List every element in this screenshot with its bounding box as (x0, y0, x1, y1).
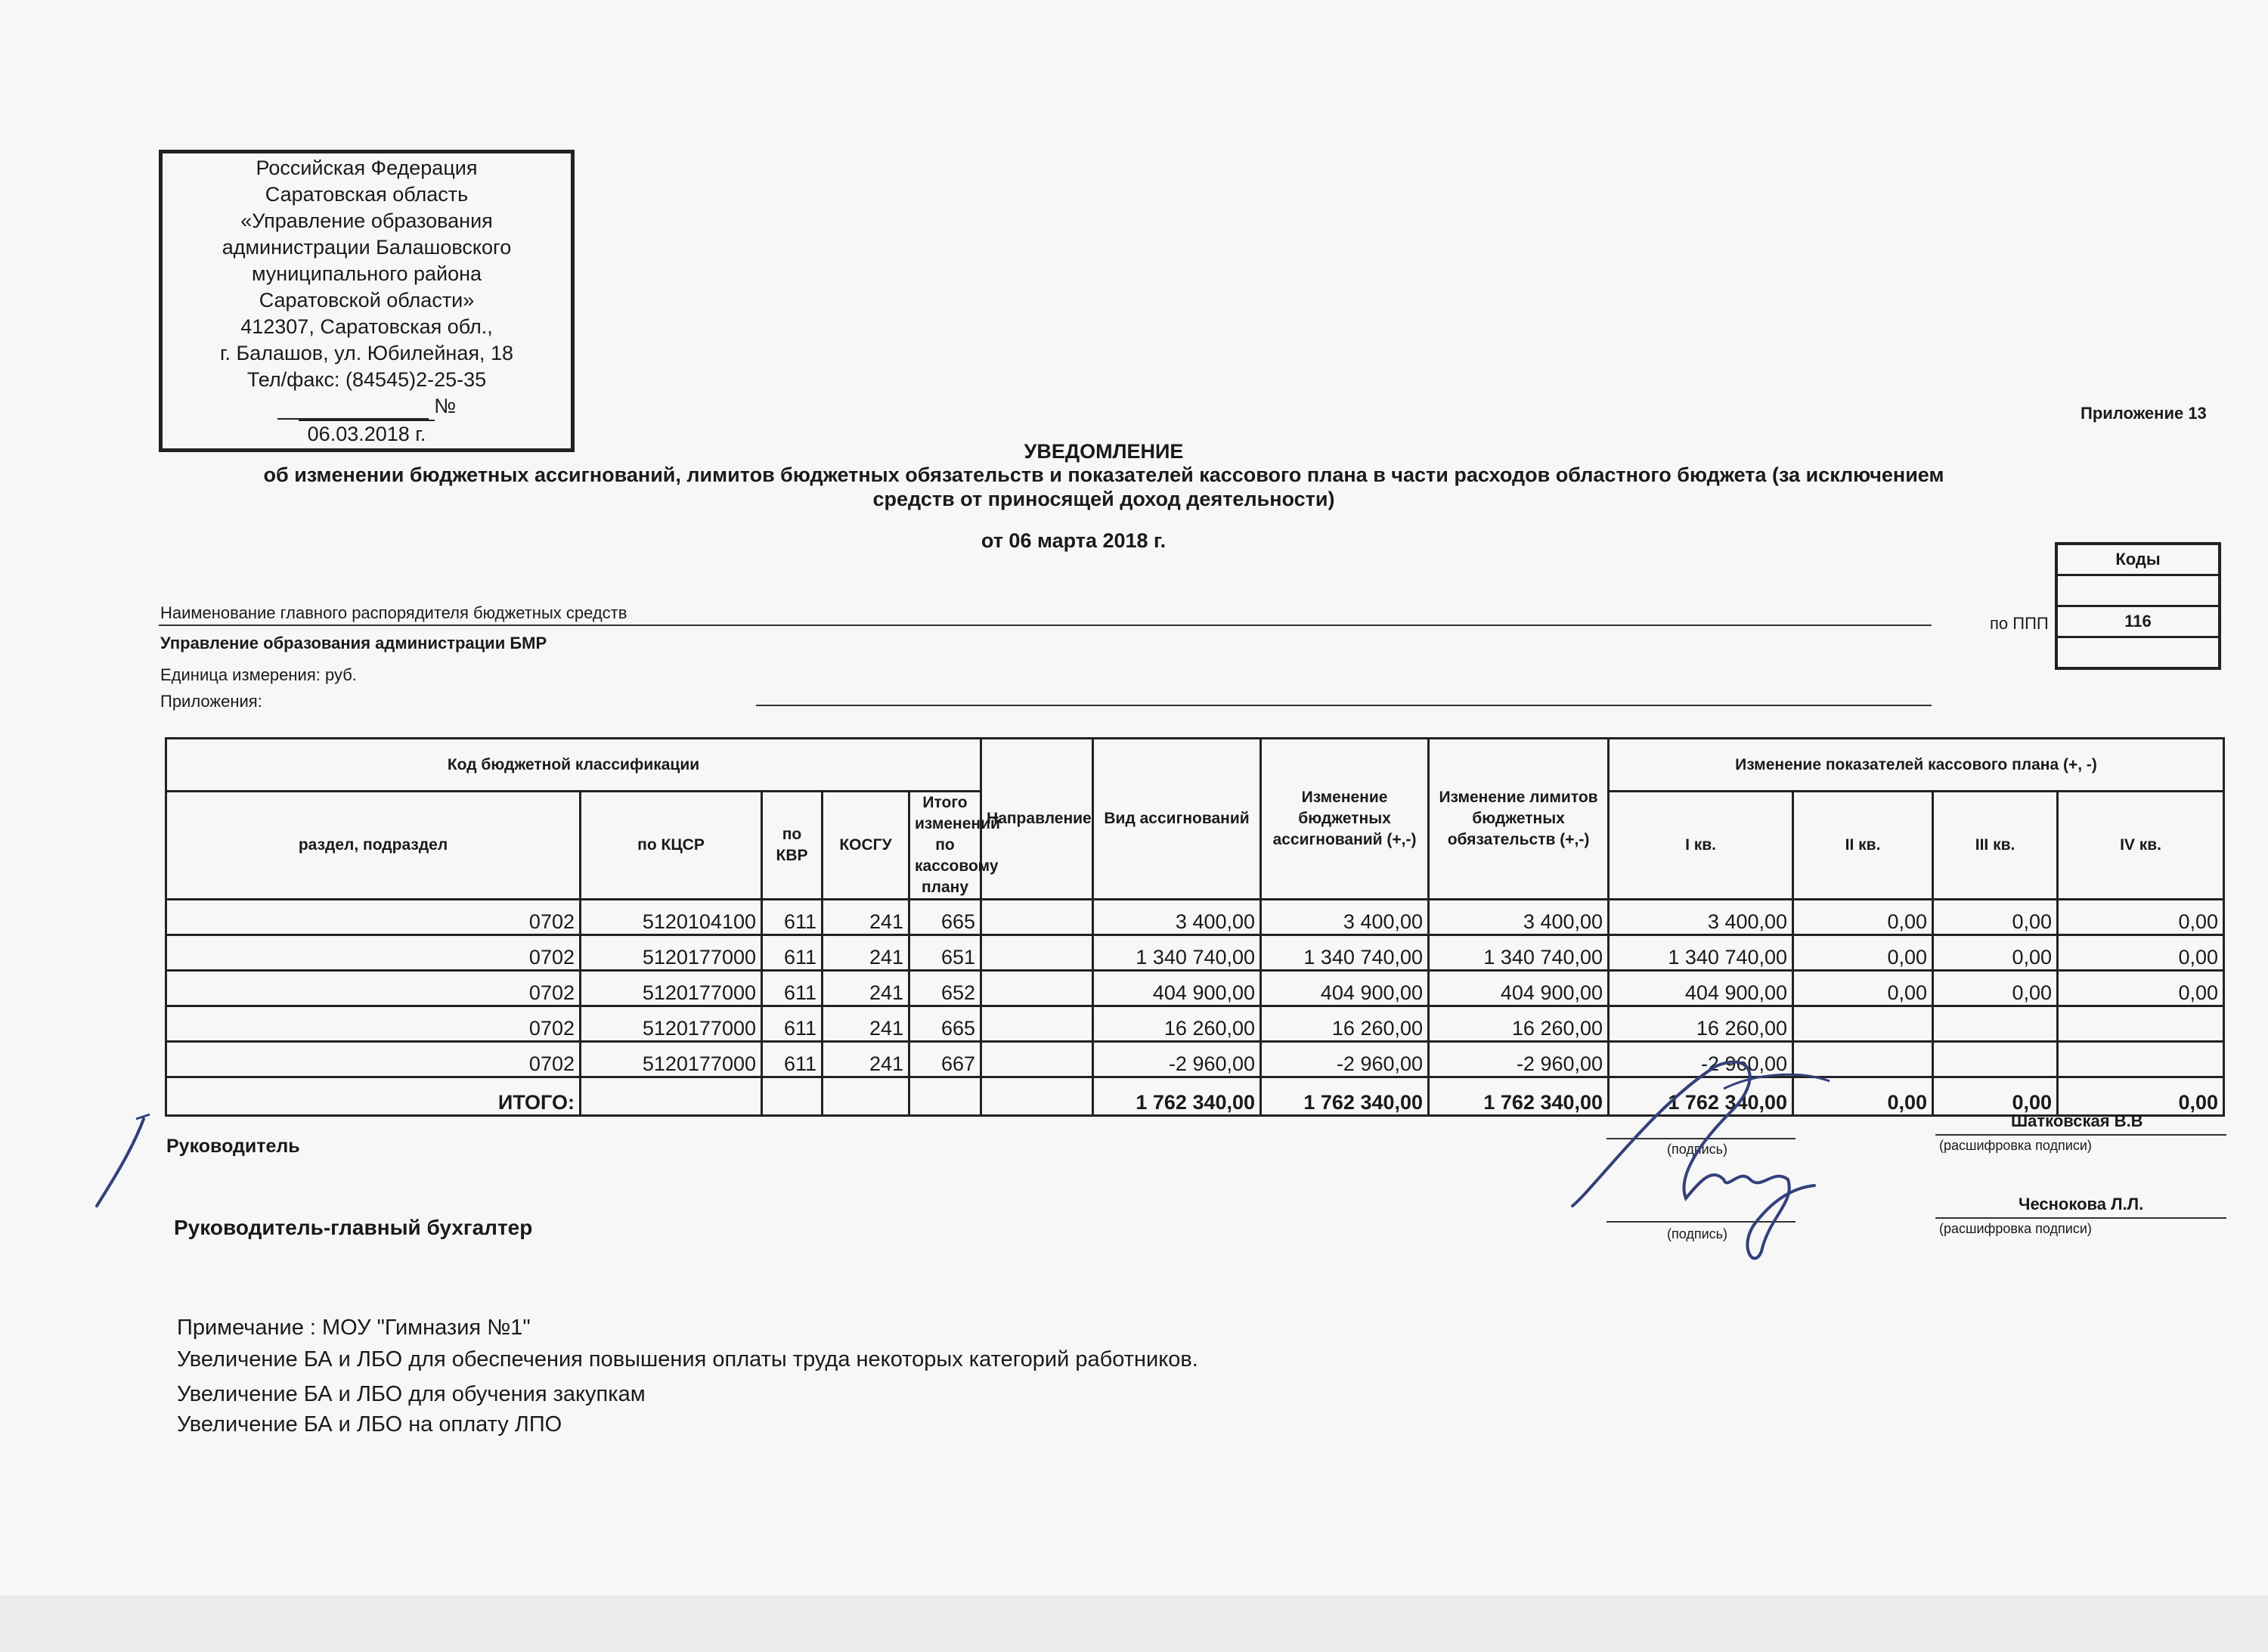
note-line: Увеличение БА и ЛБО для обеспечения повышения оплаты труда некоторых категорий работников. (177, 1347, 1198, 1372)
distributor-label: Наименование главного распорядителя бюджетных средств (160, 603, 627, 622)
th-kcsr: по КЦСР (581, 792, 762, 900)
total-label: ИТОГО: (166, 1077, 581, 1116)
cell-lbo: 404 900,00 (1261, 971, 1429, 1006)
th-kvr: по КВР (762, 792, 823, 900)
cell-q1: -2 960,00 (1609, 1042, 1793, 1077)
cell-section: 0702 (166, 971, 581, 1006)
cell-kvr: 611 (762, 1042, 823, 1077)
cell-ba: 3 400,00 (1093, 900, 1261, 935)
cell-cash-total: 16 260,00 (1429, 1006, 1609, 1042)
cell-q1: 16 260,00 (1609, 1006, 1793, 1042)
head-decode-caption: (расшифровка подписи) (1939, 1138, 2092, 1153)
cell-kosgu: 241 (823, 935, 909, 971)
stamp-line: Саратовской области» (259, 289, 475, 311)
th-q2: II кв. (1793, 792, 1933, 900)
th-lbo-change: Изменение лимитов бюджетных обязательств (+,-) (1429, 739, 1609, 900)
note-line: Увеличение БА и ЛБО для обучения закупкам (177, 1382, 646, 1406)
doc-subtitle-line1: об изменении бюджетных ассигнований, лимитов бюджетных обязательств и показателей кассового плана в части расходов областного бюджета (за исключением (263, 463, 1944, 486)
th-q3: III кв. (1933, 792, 2058, 900)
chief-decode-caption: (расшифровка подписи) (1939, 1221, 2092, 1236)
th-ba-change: Изменение бюджетных ассигнований (+,-) (1261, 739, 1429, 900)
cell-kvr: 611 (762, 1006, 823, 1042)
th-cash-group: Изменение показателей кассового плана (+, -) (1609, 739, 2224, 792)
cell-cash-total: 3 400,00 (1429, 900, 1609, 935)
cell-section: 0702 (166, 900, 581, 935)
cell-direction: 651 (909, 935, 981, 971)
cell-section: 0702 (166, 935, 581, 971)
total-q4: 0,00 (2058, 1077, 2224, 1116)
cell-lbo: 1 340 740,00 (1261, 935, 1429, 971)
cell-cash-total: -2 960,00 (1429, 1042, 1609, 1077)
cell-q3: 0,00 (1933, 900, 2058, 935)
cell-q1: 3 400,00 (1609, 900, 1793, 935)
cell-q2: 0,00 (1793, 935, 1933, 971)
cell-kcsr: 5120177000 (581, 1042, 762, 1077)
stamp-line: Тел/факс: (84545)2-25-35 (246, 368, 487, 391)
total-lbo: 1 762 340,00 (1261, 1077, 1429, 1116)
chief-name: Чеснокова Л.Л. (2019, 1195, 2144, 1213)
total-ba: 1 762 340,00 (1093, 1077, 1261, 1116)
total-q1: 1 762 340,00 (1609, 1077, 1793, 1116)
cell-lbo: 16 260,00 (1261, 1006, 1429, 1042)
doc-date: от 06 марта 2018 г. (981, 529, 1167, 552)
cell-q2: 0,00 (1793, 900, 1933, 935)
stamp-line: муниципального района (251, 262, 482, 285)
note-line: Увеличение БА и ЛБО на оплату ЛПО (177, 1412, 562, 1437)
th-kind: Вид ассигнований (1093, 739, 1261, 900)
th-code-group: Код бюджетной классификации (166, 739, 981, 792)
th-q4: IV кв. (2058, 792, 2224, 900)
th-direction: Направление (981, 739, 1093, 900)
cell-kvr: 611 (762, 900, 823, 935)
cell-kosgu: 241 (823, 1042, 909, 1077)
cell-q1: 1 340 740,00 (1609, 935, 1793, 971)
cell-ba: 404 900,00 (1093, 971, 1261, 1006)
th-section: раздел, подраздел (166, 792, 581, 900)
cell-q2: 0,00 (1793, 971, 1933, 1006)
stamp-line: 412307, Саратовская обл., (240, 315, 493, 338)
th-q1: I кв. (1609, 792, 1793, 900)
cell-kcsr: 5120177000 (581, 1006, 762, 1042)
head-sign-caption: (подпись) (1667, 1142, 1728, 1157)
cell-direction: 652 (909, 971, 981, 1006)
stamp-line: г. Балашов, ул. Юбилейная, 18 (219, 342, 513, 364)
cell-kvr: 611 (762, 971, 823, 1006)
cell-section: 0702 (166, 1006, 581, 1042)
stamp-line: Саратовская область (265, 183, 469, 206)
cell-ba: 1 340 740,00 (1093, 935, 1261, 971)
cell-direction: 665 (909, 1006, 981, 1042)
cell-lbo: -2 960,00 (1261, 1042, 1429, 1077)
cell-q4: 0,00 (2058, 971, 2224, 1006)
unit-label: Единица измерения: руб. (160, 665, 357, 684)
cell-cash-total: 1 340 740,00 (1429, 935, 1609, 971)
doc-title: УВЕДОМЛЕНИЕ (1024, 440, 1184, 463)
cell-kvr: 611 (762, 935, 823, 971)
cell-cash-total: 404 900,00 (1429, 971, 1609, 1006)
stamp-line: администрации Балашовского (222, 236, 512, 259)
cell-ba: -2 960,00 (1093, 1042, 1261, 1077)
cell-ba: 16 260,00 (1093, 1006, 1261, 1042)
th-cash-total: Итого изменений по кассовому плану (909, 792, 981, 900)
appendix-label: Приложение 13 (2081, 404, 2207, 423)
attachments-label: Приложения: (160, 692, 262, 711)
cell-q4: 0,00 (2058, 900, 2224, 935)
total-q2: 0,00 (1793, 1077, 1933, 1116)
distributor-value: Управление образования администрации БМР (160, 634, 547, 652)
number-sign: № (434, 395, 457, 417)
cell-kcsr: 5120177000 (581, 935, 762, 971)
ppp-label: по ППП (1990, 614, 2049, 633)
cell-direction: 667 (909, 1042, 981, 1077)
stamp-date-text: 06.03.2018 г. (299, 420, 435, 448)
total-q3: 0,00 (1933, 1077, 2058, 1116)
cell-q1: 404 900,00 (1609, 971, 1793, 1006)
cell-direction: 665 (909, 900, 981, 935)
note-line: Примечание : МОУ "Гимназия №1" (177, 1316, 531, 1340)
head-name: Шатковская В.В (2011, 1111, 2143, 1130)
cell-kosgu: 241 (823, 900, 909, 935)
stamp-line: Российская Федерация (256, 157, 478, 179)
cell-lbo: 3 400,00 (1261, 900, 1429, 935)
stamp-line: «Управление образования (240, 209, 493, 232)
cell-kcsr: 5120104100 (581, 900, 762, 935)
total-cash-total: 1 762 340,00 (1429, 1077, 1609, 1116)
th-kosgu: КОСГУ (823, 792, 909, 900)
doc-subtitle-line2: средств от приносящей доход деятельности) (872, 488, 1335, 510)
cell-kosgu: 241 (823, 971, 909, 1006)
codes-header: Коды (2056, 544, 2220, 575)
cell-section: 0702 (166, 1042, 581, 1077)
cell-kcsr: 5120177000 (581, 971, 762, 1006)
head-label: Руководитель (166, 1136, 300, 1157)
cell-q3: 0,00 (1933, 935, 2058, 971)
chief-label: Руководитель-главный бухгалтер (174, 1216, 533, 1239)
chief-sign-caption: (подпись) (1667, 1226, 1728, 1241)
codes-ppp-value: 116 (2056, 606, 2220, 637)
cell-kosgu: 241 (823, 1006, 909, 1042)
cell-q4: 0,00 (2058, 935, 2224, 971)
cell-q3: 0,00 (1933, 971, 2058, 1006)
